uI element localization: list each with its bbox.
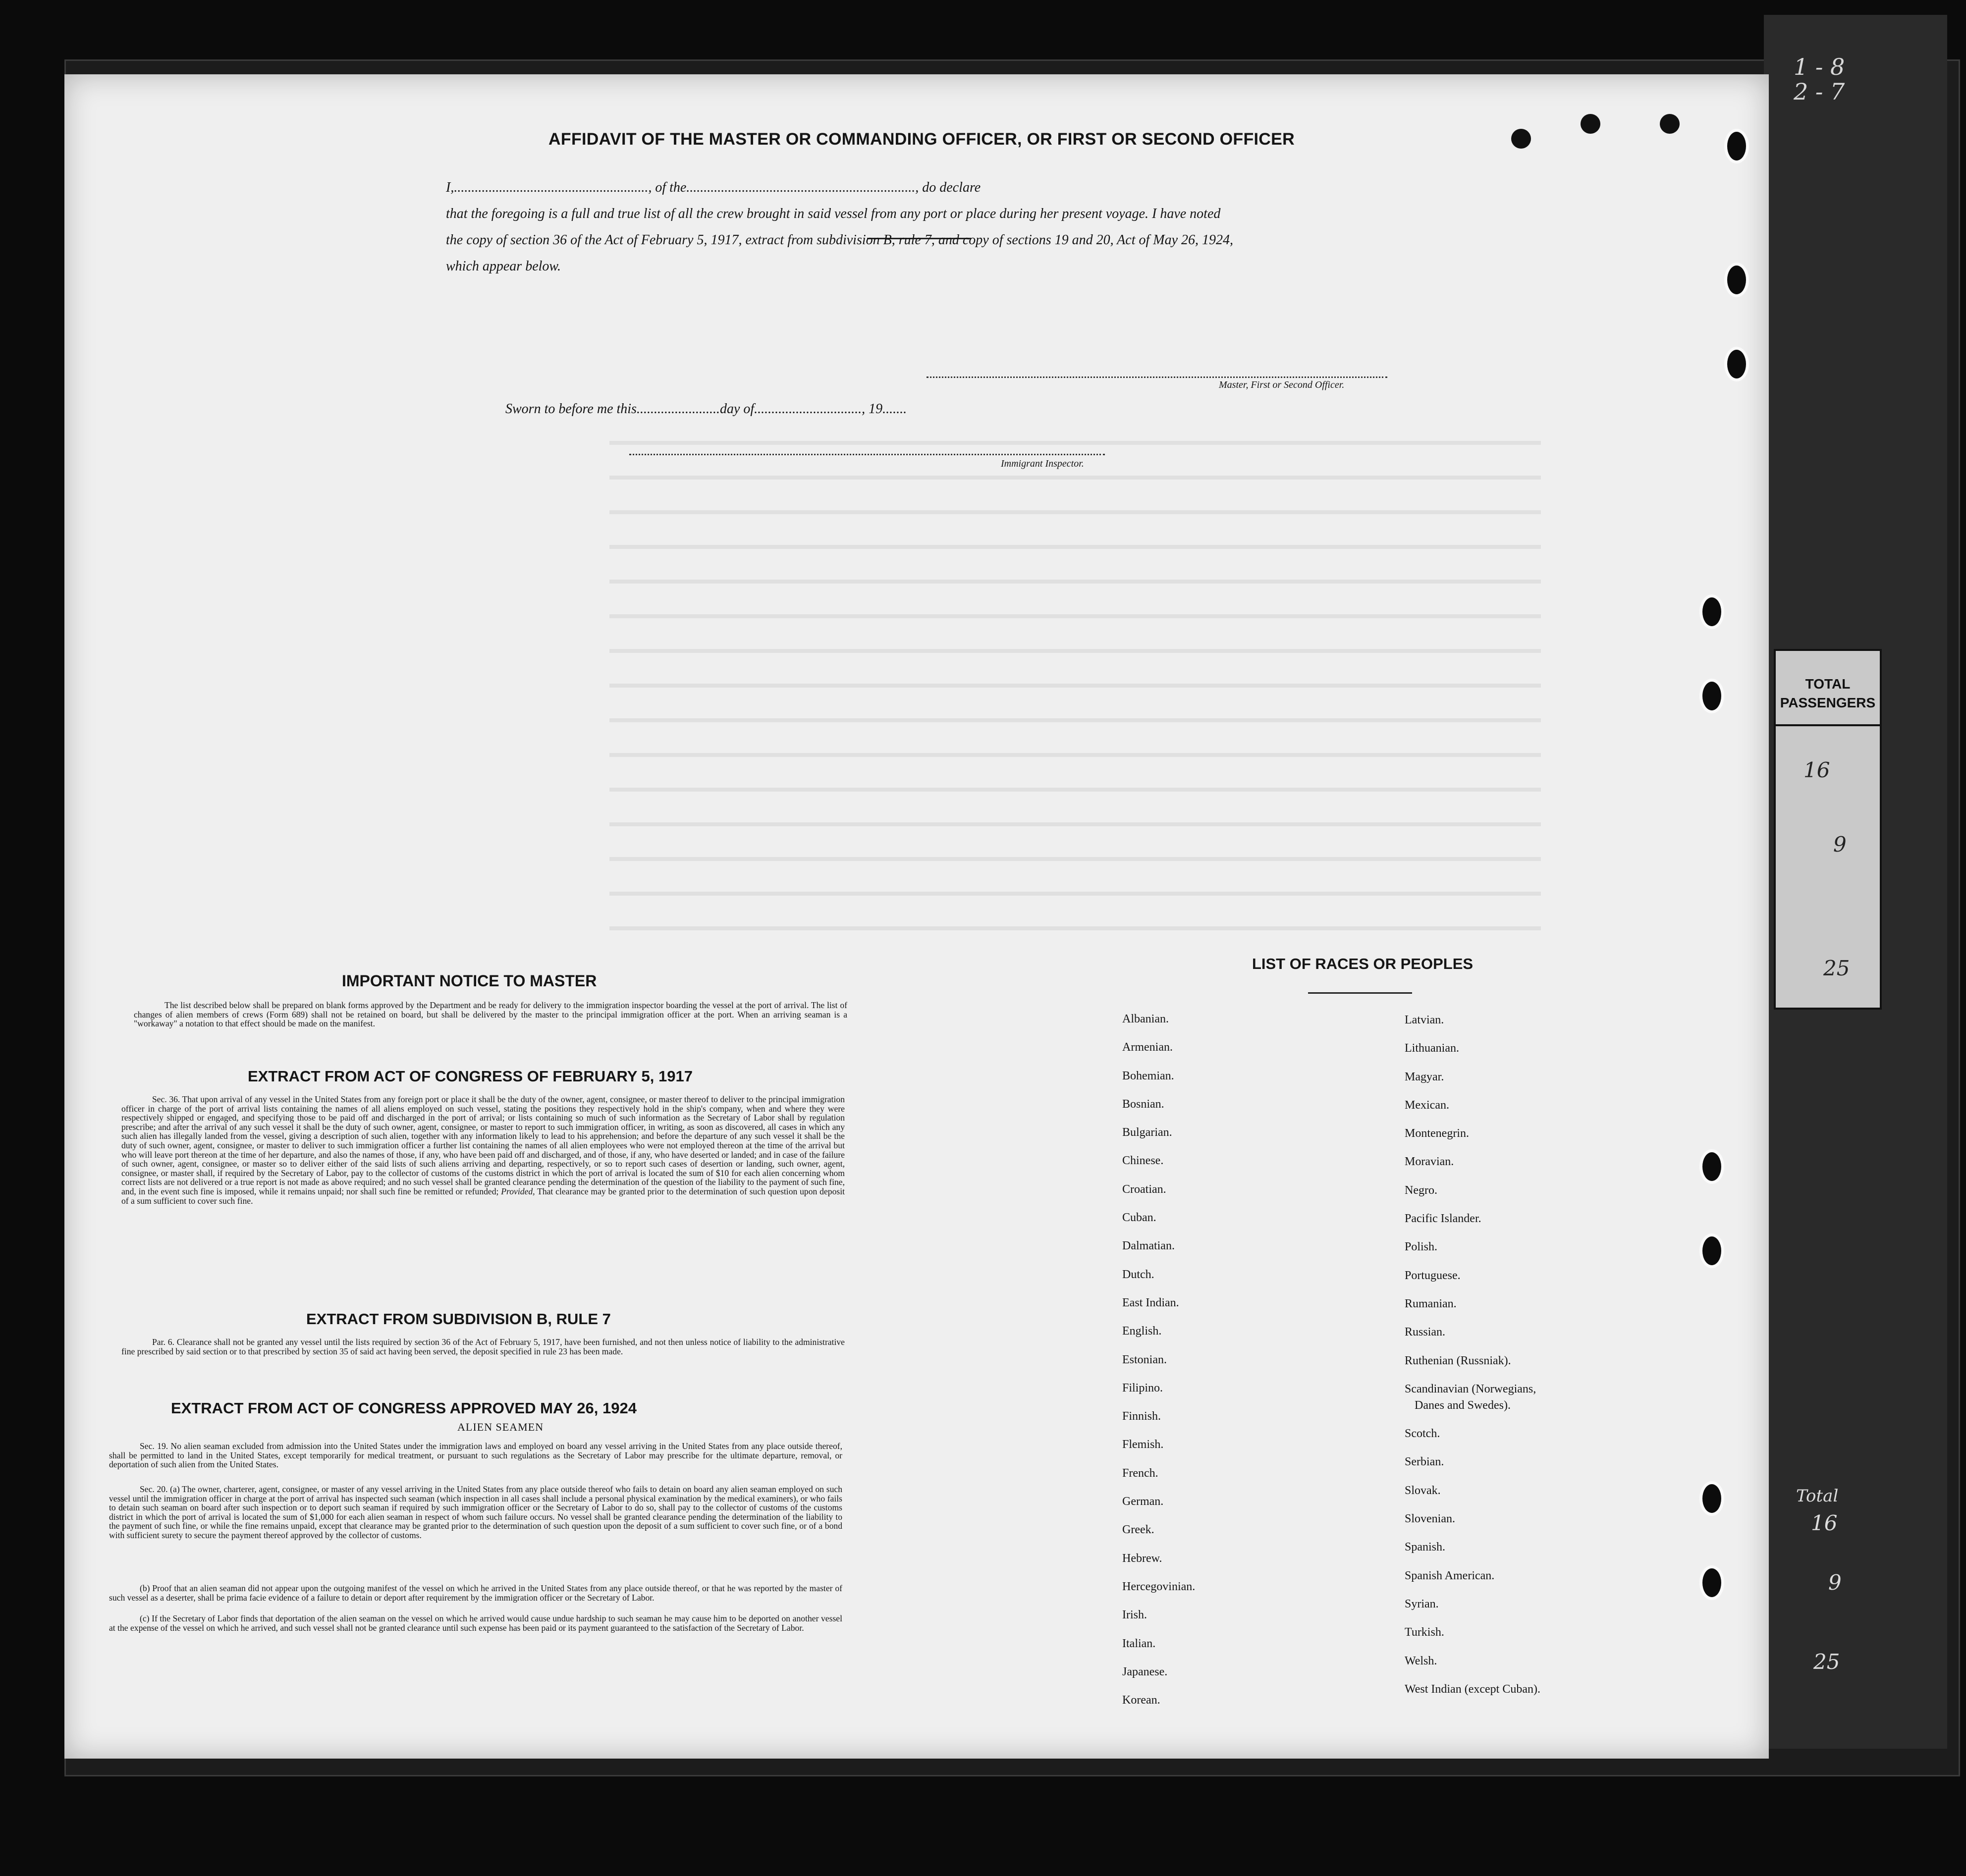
race-item: Scandinavian (Norwegians, [1405,1382,1536,1395]
punch-dot [1511,129,1531,149]
race-item: Latvian. [1405,1014,1444,1026]
master-signature-line [927,367,1387,378]
extract-1924-subtitle: ALIEN SEAMEN [457,1421,544,1433]
race-item: West Indian (except Cuban). [1405,1682,1540,1696]
binder-hole [1724,263,1749,297]
bleed-through-row [609,718,1541,722]
race-item: Italian. [1122,1637,1156,1650]
race-item: Portuguese. [1405,1269,1461,1282]
extract-1924-title: EXTRACT FROM ACT OF CONGRESS APPROVED MAY 26, 1924 [171,1399,637,1417]
race-item: Magyar. [1405,1070,1444,1083]
race-item: Mexican. [1405,1098,1449,1112]
bleed-through-row [609,510,1541,514]
race-item: Polish. [1405,1240,1438,1254]
race-item: Croatian. [1122,1182,1166,1196]
tally-lower-value: 16 [1811,1511,1838,1535]
bleed-through-row [609,684,1541,688]
tally-lower-value: 9 [1828,1570,1842,1595]
race-item: Serbian. [1405,1455,1444,1469]
race-item: Bulgarian. [1122,1126,1172,1139]
race-item: Spanish American. [1405,1569,1495,1582]
extract-1917-text [121,1095,845,1205]
bleed-through-row [609,649,1541,653]
race-item: Flemish. [1122,1438,1164,1451]
race-item: English. [1122,1325,1162,1338]
race-item: Finnish. [1122,1410,1161,1423]
master-signature-caption: Master, First or Second Officer. [1219,379,1345,390]
extract-1917-proviso-word: Provided, [501,1186,535,1196]
races-left-column [1122,1012,1195,1721]
race-item: Welsh. [1405,1654,1437,1667]
race-item: Estonian. [1122,1353,1167,1366]
binder-hole [1699,1481,1724,1516]
race-item: Cuban. [1122,1211,1156,1225]
race-item: Negro. [1405,1183,1437,1197]
bleed-through-row [609,580,1541,584]
inspector-caption: Immigrant Inspector. [1001,458,1084,469]
notice-text: The list described below shall be prepared on blank forms approved by the Department and be ready for delivery to the immigration inspector boarding the vessel at the port of arrival. The list of changes of alien members of crews (Form 689) shall not be retained on board, but shall be delivered by the master to the principal immigration officer at the port. When an arriving seaman is a "workaway" a notation to that effect should be made on the manifest. [134,1000,847,1029]
race-item: Hercegovinian. [1122,1580,1196,1593]
race-item: Dutch. [1122,1268,1154,1281]
total-passengers-header: TOTAL PASSENGERS [1776,651,1880,726]
race-item: Slovak. [1405,1484,1441,1497]
affidavit-line: the copy of section 36 of the Act of February 5, 1917, extract from subdivision B, rule 7, and copy of sections 19 and 20, Act of May 26, 1924, [446,232,1234,248]
affidavit-line: which appear below. [446,259,561,274]
races-rule [1308,992,1412,994]
tally-value: 25 [1823,956,1850,980]
affidavit-title: AFFIDAVIT OF THE MASTER OR COMMANDING OFFICER, OR FIRST OR SECOND OFFICER [548,130,1295,149]
affidavit-line: I,........................................................, of the.................................................................., do declare [446,180,981,195]
race-item: Moravian. [1405,1155,1454,1169]
sec20a-text: Sec. 20. (a) The owner, charterer, agent, consignee, or master of any vessel arriving in the United States from any place outside thereof who fails to detain on board any alien seaman employed on such vessel until the immigration officer in charge at the port of arrival has inspected such seaman (which inspection in all cases shall include a personal physical examination by the medical examiners), or who fails to detain such seaman on board after such inspection or to deport such seaman if required by such immigration officer or the Secretary of Labor to do so, shall pay to the collector of customs of the customs district in which the port of arrival is located the sum of $1,000 for each alien seaman in respect of whom such failure occurs. No vessel shall be granted clearance pending the determination of the liability to the payment of such fine, or while the fine remains unpaid, except that clearance may be granted prior to the determination of such question upon the deposit of a sum sufficient to cover such fine, or of a bond with sufficient surety to secure the payment thereof approved by the collector of customs. [109,1484,842,1540]
notice-title: IMPORTANT NOTICE TO MASTER [342,972,597,990]
bleed-through-row [609,857,1541,861]
race-item: Albanian. [1122,1013,1169,1025]
punch-dot [1660,114,1680,134]
race-item: Japanese. [1122,1665,1168,1678]
bleed-through-row [609,926,1541,930]
race-item: Pacific Islander. [1405,1212,1481,1226]
affidavit-line: that the foregoing is a full and true list of all the crew brought in said vessel from any port or place during her present voyage. I have noted [446,206,1221,221]
tally-lower-label: Total [1796,1486,1839,1506]
race-item: Russian. [1405,1326,1446,1339]
binder-hole [1699,679,1724,713]
race-item: Filipino. [1122,1381,1163,1394]
bleed-through-row [609,545,1541,549]
rule7-text: Par. 6. Clearance shall not be granted any vessel until the lists required by section 36 of the Act of February 5, 1917, have been furnished, and not then unless notice of liability to the administrative fine prescribed by said section or to that prescribed by section 35 of said act having been served, the deposit specified in rule 23 has been made. [121,1337,845,1356]
race-item: Hebrew. [1122,1552,1162,1565]
bleed-through-row [609,788,1541,792]
sec20c-text: (c) If the Secretary of Labor finds that deportation of the alien seaman on the vessel on which he arrived would cause undue hardship to such seaman he may cause him to be deported on another vessel at the expense of the vessel on which he arrived, and such vessel shall not be granted clearance until such expense has been paid or its payment guaranteed to the satisfaction of the Secretary of Labor. [109,1613,842,1633]
race-item: Bohemian. [1122,1069,1174,1082]
race-item: Ruthenian (Russniak). [1405,1354,1511,1367]
binder-hole [1724,129,1749,163]
bleed-through-row [609,822,1541,826]
rule7-title: EXTRACT FROM SUBDIVISION B, RULE 7 [306,1310,611,1328]
sec19-text: Sec. 19. No alien seaman excluded from admission into the United States under the immigration laws and employed on board any vessel arriving in the United States from any place outside thereof, shall be permitted to land in the United States, except temporarily for medical treatment, or pursuant to such regulations as the Secretary of Labor may prescribe for the ultimate departure, removal, or deportation of such alien from the United States. [109,1441,842,1470]
race-item: Irish. [1122,1608,1147,1622]
races-right-column [1405,1013,1540,1711]
race-item: Turkish. [1405,1626,1444,1639]
tally-value: 16 [1803,758,1830,782]
tally-lower-value: 25 [1813,1650,1840,1674]
punch-dot [1581,114,1600,134]
race-item: Rumanian. [1405,1297,1457,1310]
binder-hole [1699,594,1724,629]
race-item: Chinese. [1122,1154,1164,1168]
race-item: Dalmatian. [1122,1239,1175,1253]
race-item: Greek. [1122,1523,1154,1537]
binder-hole [1699,1565,1724,1600]
race-item: Slovenian. [1405,1512,1455,1526]
corner-handwritten-note: 1 - 8 2 - 7 [1794,54,1845,105]
affidavit-body [386,174,1397,279]
race-item: French. [1122,1466,1158,1480]
tally-value: 9 [1833,832,1847,857]
race-item: Danes and Swedes). [1415,1398,1511,1412]
extract-1917-body: Sec. 36. That upon arrival of any vessel in the United States from any foreign port or place it shall be the duty of the owner, agent, consignee, or master thereof to deliver to the principal immigration officer in charge of the port of arrival lists containing the names of all aliens employed on such vessel, stating the positions they respectively hold in the ship's company, when and where they were respectively shipped or engaged, and specifying those to be paid off and discharged in the port of arrival; or lists containing so much of such information as the Secretary of Labor shall by regulation prescribe; and after the arrival of any such vessel it shall be the duty of such owner, agent, consignee, or master to report to such immigration officer, in writing, as soon as discovered, all cases in which any such alien has illegally landed from the vessel, giving a description of such alien, together with any information likely to lead to his apprehension; and before the departure of any such vessel it shall be the duty of such owner, agent, consignee, or master to deliver to such immigration officer a further list containing the names of all alien employees who were not employed thereon at the time of the arrival but who will leave port thereon at the time of her departure, and also the names of those, if any, who have been paid off and discharged, and of those, if any, who have deserted or landed; and in case of the failure of such owner, agent, consignee, or master so to deliver either of the said lists of such aliens arriving and departing, respectively, or so to report such cases of desertion or landing, such owner, agent, consignee, or master shall, if required by the Secretary of Labor, pay to the collector of customs of the customs district in which the port of arrival is located the sum of $10 for each alien concerning whom correct lists are not delivered or a true report is not made as above required; and no such vessel shall be granted clearance pending the determination of the question of the liability to the payment of such fine, and, in the event such fine is imposed, while it remains unpaid; nor shall such fine be remitted or refunded; [121,1094,845,1196]
binder-hole [1699,1233,1724,1268]
race-item: Spanish. [1405,1541,1446,1554]
bleed-through-row [609,753,1541,757]
bleed-through-row [609,476,1541,480]
bleed-through-row [609,441,1541,445]
bleed-through-row [609,892,1541,896]
binder-hole [1724,347,1749,381]
extract-1917-title: EXTRACT FROM ACT OF CONGRESS OF FEBRUARY 5, 1917 [248,1068,693,1085]
race-item: Bosnian. [1122,1097,1164,1111]
race-item: German. [1122,1495,1164,1508]
race-item: Korean. [1122,1694,1160,1707]
races-title: LIST OF RACES OR PEOPLES [1252,955,1474,972]
race-item: East Indian. [1122,1296,1179,1309]
bleed-through-row [609,614,1541,618]
binder-hole [1699,1149,1724,1184]
sec20b-text: (b) Proof that an alien seaman did not appear upon the outgoing manifest of the vessel on which he arrived in the United States from any place outside thereof, or that he was reported by the master of such vessel as a deserter, shall be prima facie evidence of a failure to detain or deport after requirement by the immigration officer or the Secretary of Labor. [109,1583,842,1603]
total-passengers-strip [1774,649,1882,1010]
race-item: Montenegrin. [1405,1127,1469,1140]
extract-1917-proviso: That clearance may be granted prior to the determination of such question upon deposit of a sum sufficient to cover such fine. [121,1186,845,1206]
race-item: Scotch. [1405,1427,1440,1441]
race-item: Syrian. [1405,1597,1439,1610]
inspector-signature-line [629,446,1105,455]
race-item: Armenian. [1122,1041,1173,1054]
sworn-line: Sworn to before me this........................day of..............................., 19....... [505,401,907,417]
race-item: Lithuanian. [1405,1042,1459,1055]
